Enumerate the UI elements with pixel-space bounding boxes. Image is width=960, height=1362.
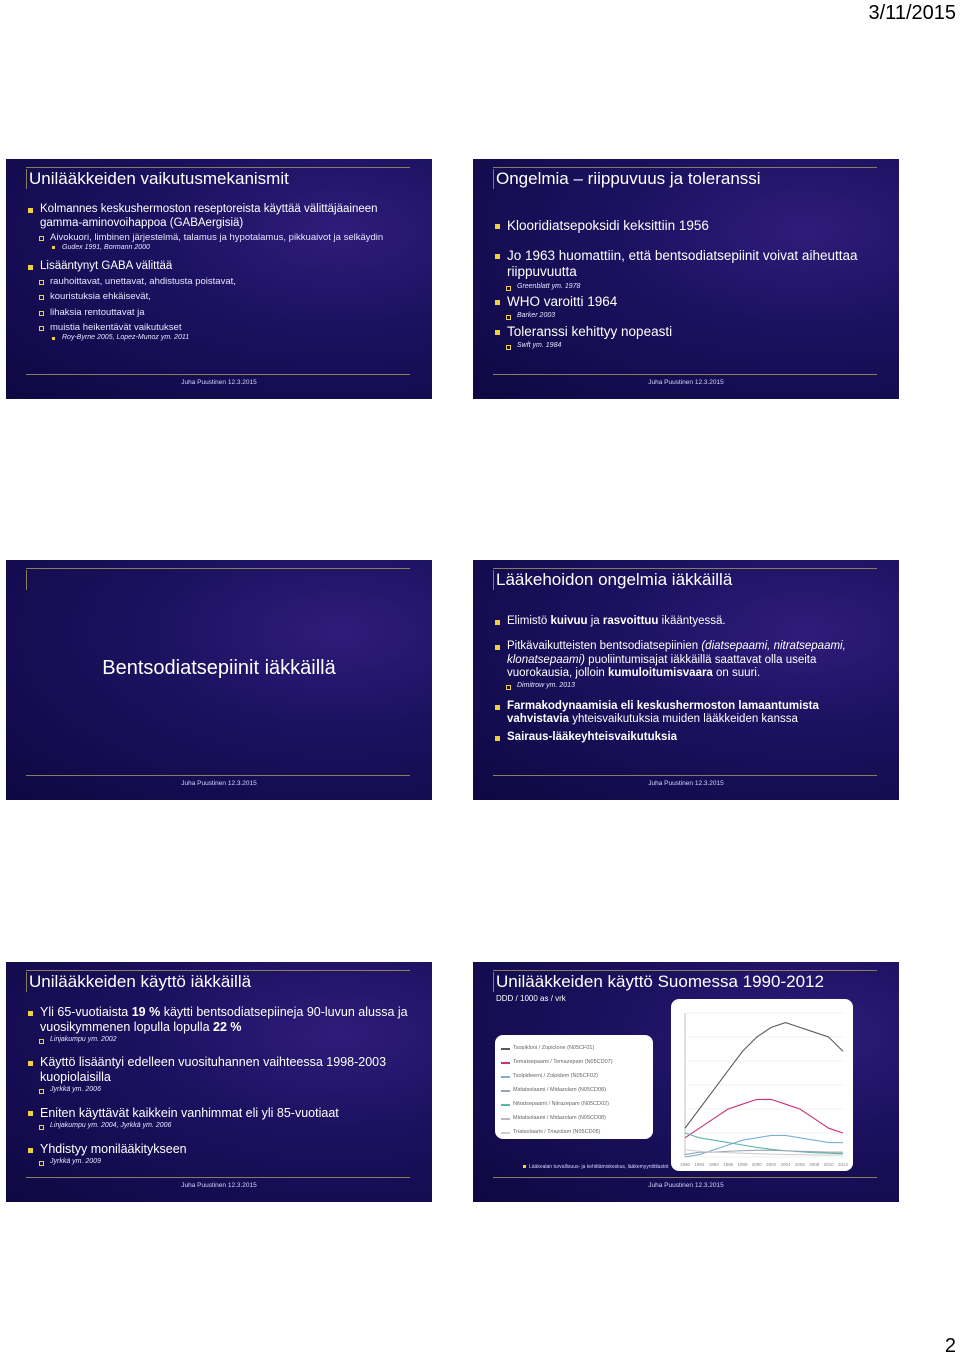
bullet-text: yhteisvaikutuksia muiden lääkkeiden kanssa <box>569 713 798 726</box>
bullet: Toleranssi kehittyy nopeasti <box>495 324 879 340</box>
slide-4 <box>473 560 899 800</box>
slide-subtitle: DDD / 1000 as / vrk <box>496 994 566 1003</box>
legend-label: Tsopikloni / Zopiclone (N05CF01) <box>513 1045 595 1051</box>
note-bullet <box>523 1165 526 1168</box>
bullet-text: ja <box>587 615 603 627</box>
slide-footer: Juha Puustinen 12.3.2015 <box>181 379 257 386</box>
citation: Barker 2003 <box>495 312 879 320</box>
page-number: 2 <box>944 1335 956 1357</box>
citation: Swft ym. 1984 <box>495 342 879 350</box>
chart-x-tick-label: 2006 <box>794 1162 805 1167</box>
chart-x-tick-label: 1998 <box>737 1162 748 1167</box>
slide-2 <box>473 159 899 399</box>
legend-label: Tematsepaami / Temazepam (N05CD07) <box>513 1059 613 1065</box>
citation: Jyrkkä ym. 2006 <box>28 1086 412 1094</box>
slide-footer: Juha Puustinen 12.3.2015 <box>648 1182 724 1189</box>
slide-bottom-rule <box>493 374 877 375</box>
sub-bullet: kouristuksia ehkäisevät, <box>28 291 412 302</box>
slide-footer: Juha Puustinen 12.3.2015 <box>648 379 724 386</box>
slide-top-rule <box>26 568 410 569</box>
slide-footer: Juha Puustinen 12.3.2015 <box>648 780 724 787</box>
slide-3 <box>6 560 432 800</box>
sub-bullet: muistia heikentävät vaikutukset <box>28 322 412 333</box>
bullet-emphasis: 22 % <box>213 1020 242 1034</box>
citation: Linjakumpu ym. 2002 <box>28 1036 412 1044</box>
slide-title-placeholder <box>26 570 29 590</box>
citation: Gudex 1991, Bormann 2000 <box>28 243 412 252</box>
slide-top-rule <box>493 568 877 569</box>
legend-label: Triatsolaami / Triazolam (N05CD05) <box>513 1129 601 1135</box>
slide-top-rule <box>26 970 410 971</box>
legend-label: Tsolpideemi / Zolpidem (N05CF02) <box>513 1073 598 1079</box>
bullet <box>495 615 879 629</box>
chart-x-tick-label: 2002 <box>766 1162 777 1167</box>
citation: Dimitrow ym. 2013 <box>495 682 879 690</box>
slide-6 <box>473 962 899 1202</box>
section-title: Bentsodiatsepiinit iäkkäillä <box>102 657 336 679</box>
bullet-text: Pitkävaikutteisten bentsodiatsepiinien <box>507 639 702 652</box>
slide-content <box>28 1005 412 1167</box>
slide-bottom-rule <box>493 775 877 776</box>
legend-swatch <box>501 1048 510 1050</box>
bullet-text: ikääntyessä. <box>658 615 726 627</box>
bullet <box>495 731 879 745</box>
slide-title: Unilääkkeiden käyttö Suomessa 1990-2012 <box>493 972 824 992</box>
bullet-emphasis: Farmakodynaamisia eli keskushermoston lamaantumista vahvistavia <box>507 699 819 726</box>
legend-label: Midatsolaami / Midazolam (N05CD08) <box>513 1115 606 1121</box>
sub-bullet: lihaksia rentouttavat ja <box>28 307 412 318</box>
chart-x-tick-label: 2004 <box>780 1162 791 1167</box>
slide-footer: Juha Puustinen 12.3.2015 <box>181 1182 257 1189</box>
slide-bottom-rule <box>26 1177 410 1178</box>
chart-x-tick-label: 2010 <box>823 1162 834 1167</box>
bullet-text: Elimistö <box>507 615 551 627</box>
slide-title: Ongelmia – riippuvuus ja toleranssi <box>493 169 761 189</box>
bullet-emphasis: kumuloitumisvaara <box>608 667 713 680</box>
chart-source-note <box>523 1164 669 1170</box>
legend-label: Midatsolaami / Midazolam (N05CD08) <box>513 1087 606 1093</box>
bullet-italic: (diatsepaami, nitratsepaami, klonatsepaami) <box>507 639 846 666</box>
bullet: Eniten käyttävät kaikkein vanhimmat eli yli 85-vuotiaat <box>28 1106 412 1121</box>
citation: Roy-Byrne 2005, Lopez-Munoz ym. 2011 <box>28 333 412 342</box>
legend-swatch <box>501 1104 510 1106</box>
chart-series-line <box>685 1099 843 1137</box>
chart-x-tick-label: 1994 <box>708 1162 719 1167</box>
slide-bottom-rule <box>26 775 410 776</box>
bullet <box>495 700 879 728</box>
legend-label: Nitratsepaami / Nitrazepam (N05CD02) <box>513 1101 609 1107</box>
bullet-text: puoliintumisajat iäkkäillä saattavat olla useita vuorokausia, jolloin <box>507 653 817 680</box>
chart-x-tick-label: 2012 <box>837 1162 849 1167</box>
slide-content <box>495 615 879 745</box>
bullet-emphasis: 19 % <box>131 1005 161 1019</box>
chart-legend <box>495 1035 653 1139</box>
slide-bottom-rule <box>26 374 410 375</box>
legend-swatch <box>501 1132 510 1134</box>
slide-footer: Juha Puustinen 12.3.2015 <box>181 780 257 787</box>
chart-x-tick-label: 1996 <box>723 1162 734 1167</box>
chart-source-text: Lääkealan turvallisuus- ja kehittämiskeskus, lääkemyyntitilastot <box>529 1164 669 1170</box>
citation: Jyrkkä ym. 2009 <box>28 1158 412 1166</box>
slide-content <box>495 218 879 350</box>
chart-series-line <box>685 1023 843 1129</box>
bullet: Kolmannes keskushermoston reseptoreista käyttää välittäjäaineen gamma-aminovoihappoa (GABAergisiä) <box>28 203 412 231</box>
citation: Greenblatt ym. 1978 <box>495 283 879 291</box>
legend-swatch <box>501 1118 510 1120</box>
bullet: WHO varoitti 1964 <box>495 294 879 310</box>
bullet-text: Yli 65-vuotiaista <box>40 1005 132 1019</box>
bullet <box>28 1005 412 1035</box>
bullet: Klooridiatsepoksidi keksittiin 1956 <box>495 218 879 234</box>
line-chart <box>671 999 853 1171</box>
slide-5 <box>6 962 432 1202</box>
legend-swatch <box>501 1062 510 1064</box>
slide-1 <box>6 159 432 399</box>
citation: Linjakumpu ym. 2004, Jyrkkä ym. 2006 <box>28 1122 412 1130</box>
slide-top-rule <box>26 167 410 168</box>
bullet: Lisääntynyt GABA välittää <box>28 260 412 274</box>
bullet: Käyttö lisääntyi edelleen vuosituhannen vaihteessa 1998-2003 kuopiolaisilla <box>28 1055 412 1085</box>
chart-x-tick-label: 2000 <box>751 1162 762 1167</box>
bullet-text: käytti bentsodiatsepiineja 90-luvun alussa ja vuosikymmenen lopulla lopulla <box>40 1005 408 1034</box>
sub-bullet: rauhoittavat, unettavat, ahdistusta poistavat, <box>28 276 412 287</box>
slide-content <box>28 203 412 343</box>
slide-title: Unilääkkeiden vaikutusmekanismit <box>26 169 289 189</box>
bullet-emphasis: Sairaus-lääkeyhteisvaikutuksia <box>507 731 678 744</box>
page-date: 3/11/2015 <box>868 2 956 24</box>
slide-bottom-rule <box>493 1177 877 1178</box>
slide-title: Unilääkkeiden käyttö iäkkäillä <box>26 972 251 992</box>
legend-swatch <box>501 1090 510 1092</box>
sub-bullet: Aivokuori, limbinen järjestelmä, talamus ja hypotalamus, pikkuaivot ja selkäydin <box>28 232 412 243</box>
bullet-text: on suuri. <box>712 667 761 680</box>
chart-x-tick-label: 1992 <box>694 1162 705 1167</box>
bullet-emphasis: kuivuu <box>550 615 588 627</box>
slide-top-rule <box>493 970 877 971</box>
chart-x-tick-label: 1990 <box>679 1162 691 1167</box>
chart-x-tick-label: 2008 <box>809 1162 820 1167</box>
slide-top-rule <box>493 167 877 168</box>
bullet: Jo 1963 huomattiin, että bentsodiatsepiinit voivat aiheuttaa riippuvuutta <box>495 248 879 280</box>
bullet <box>495 640 879 681</box>
slide-title: Lääkehoidon ongelmia iäkkäillä <box>493 570 732 590</box>
bullet-emphasis: rasvoittuu <box>602 615 659 627</box>
chart-svg <box>671 999 853 1171</box>
bullet: Yhdistyy monilääkitykseen <box>28 1142 412 1157</box>
legend-swatch <box>501 1076 510 1078</box>
